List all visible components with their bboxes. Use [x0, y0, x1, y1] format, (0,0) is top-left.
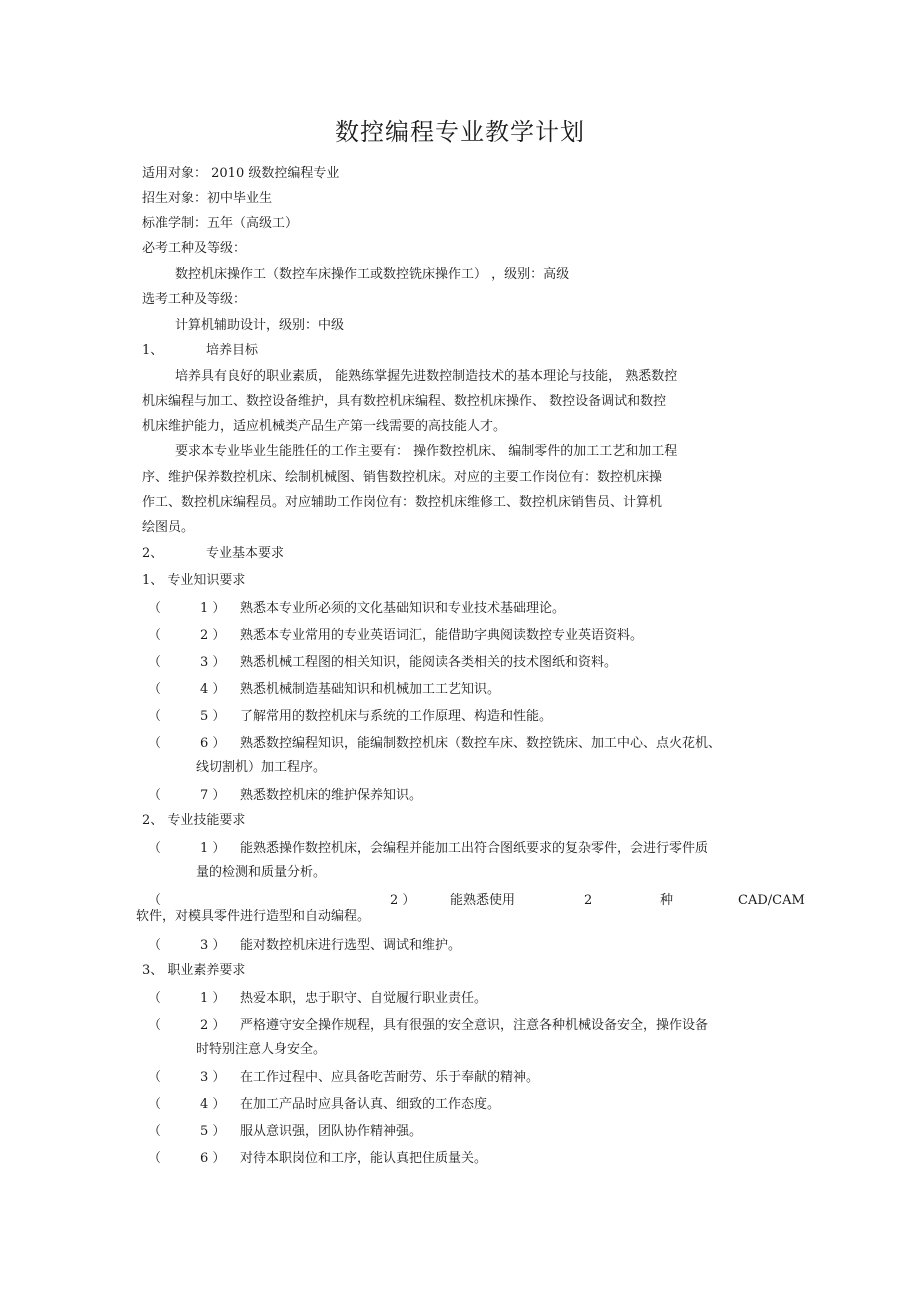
- knowledge-item-text: 熟悉数控机床的维护保养知识。: [240, 788, 423, 803]
- item-paren: （: [148, 841, 162, 856]
- item-paren: （: [148, 709, 162, 724]
- paragraph2-line: 要求本专业毕业生能胜任的工作主要有： 操作数控机床、 编制零件的加工工艺和加工程: [175, 444, 678, 459]
- quality-item-continuation: 时特别注意人身安全。: [196, 1042, 327, 1057]
- skills-item-continuation: 软件，对模具零件进行造型和自动编程。: [136, 909, 371, 924]
- paragraph2-line: 绘图员。: [142, 520, 195, 535]
- document-title: 数控编程专业教学计划: [335, 118, 585, 146]
- required-label: 必考工种及等级：: [142, 241, 247, 256]
- quality-item-text: 热爱本职，忠于职守、自觉履行职业责任。: [240, 991, 488, 1006]
- item-paren: （: [148, 1018, 162, 1033]
- section2-number: 2、: [142, 546, 164, 561]
- item-paren: （: [148, 938, 162, 953]
- skills-item-text: 能熟悉操作数控机床，会编程并能加工出符合图纸要求的复杂零件，会进行零件质: [240, 841, 709, 856]
- skills-item-text: 能熟悉使用: [450, 893, 516, 908]
- item-number: 3 ）: [200, 938, 226, 953]
- item-paren: （: [148, 893, 162, 908]
- knowledge-item-text: 熟悉数控编程知识，能编制数控机床（数控车床、数控铣床、加工中心、点火花机、: [240, 736, 722, 751]
- quality-item-text: 在加工产品时应具备认真、细致的工作态度。: [240, 1097, 501, 1112]
- item-number: 1 ）: [200, 601, 226, 616]
- paragraph1-line: 培养具有良好的职业素质， 能熟练掌握先进数控制造技术的基本理论与技能， 熟悉数控: [175, 369, 678, 384]
- skills-item-software: CAD/CAM: [738, 893, 805, 908]
- knowledge-heading: 1、 专业知识要求: [142, 573, 246, 588]
- item-number: 1 ）: [200, 991, 226, 1006]
- item-number: 5 ）: [200, 709, 226, 724]
- skills-item-continuation: 量的检测和质量分析。: [196, 865, 327, 880]
- knowledge-item-text: 熟悉本专业所必须的文化基础知识和专业技术基础理论。: [240, 601, 566, 616]
- item-paren: （: [148, 1151, 162, 1166]
- quality-item-text: 在工作过程中、应具备吃苦耐劳、乐于奉献的精神。: [240, 1070, 540, 1085]
- item-number: 6 ）: [200, 736, 226, 751]
- section2-heading: 专业基本要求: [206, 546, 285, 561]
- item-paren: （: [148, 682, 162, 697]
- optional-label: 选考工种及等级：: [142, 292, 247, 307]
- item-number: 2 ）: [200, 1018, 226, 1033]
- item-paren: （: [148, 788, 162, 803]
- knowledge-item-text: 了解常用的数控机床与系统的工作原理、构造和性能。: [240, 709, 553, 724]
- item-paren: （: [148, 655, 162, 670]
- target-line: 适用对象： 2010 级数控编程专业: [142, 166, 340, 181]
- item-paren: （: [148, 736, 162, 751]
- duration-line: 标准学制：五年（高级工）: [142, 216, 299, 231]
- skills-item-measure: 种: [660, 893, 674, 908]
- skills-item-text: 能对数控机床进行选型、调试和维护。: [240, 938, 462, 953]
- section1-heading: 培养目标: [206, 343, 259, 358]
- required-value: 数控机床操作工（数控车床操作工或数控铣床操作工） ，级别：高级: [175, 267, 570, 282]
- item-number: 1 ）: [200, 841, 226, 856]
- item-number: 3 ）: [200, 655, 226, 670]
- section1-number: 1、: [142, 343, 164, 358]
- quality-item-text: 对待本职岗位和工序，能认真把住质量关。: [240, 1151, 488, 1166]
- optional-value: 计算机辅助设计，级别：中级: [175, 318, 345, 333]
- item-number: 4 ）: [200, 682, 226, 697]
- item-number: 4 ）: [200, 1097, 226, 1112]
- item-number: 2 ）: [390, 893, 416, 908]
- item-paren: （: [148, 991, 162, 1006]
- item-paren: （: [148, 1097, 162, 1112]
- enroll-line: 招生对象：初中毕业生: [142, 191, 273, 206]
- paragraph1-line: 机床编程与加工、数控设备维护，具有数控机床编程、数控机床操作、 数控设备调试和数控: [142, 394, 667, 409]
- knowledge-item-continuation: 线切割机）加工程序。: [196, 760, 327, 775]
- item-number: 3 ）: [200, 1070, 226, 1085]
- knowledge-item-text: 熟悉本专业常用的专业英语词汇，能借助字典阅读数控专业英语资料。: [240, 628, 644, 643]
- item-paren: （: [148, 628, 162, 643]
- quality-item-text: 服从意识强，团队协作精神强。: [240, 1124, 423, 1139]
- knowledge-item-text: 熟悉机械制造基础知识和机械加工工艺知识。: [240, 682, 501, 697]
- item-number: 7 ）: [200, 788, 226, 803]
- item-paren: （: [148, 1070, 162, 1085]
- item-number: 5 ）: [200, 1124, 226, 1139]
- item-number: 6 ）: [200, 1151, 226, 1166]
- knowledge-item-text: 熟悉机械工程图的相关知识，能阅读各类相关的技术图纸和资料。: [240, 655, 618, 670]
- paragraph2-line: 作工、数控机床编程员。对应辅助工作岗位有：数控机床维修工、数控机床销售员、计算机: [142, 495, 663, 510]
- item-paren: （: [148, 601, 162, 616]
- skills-heading: 2、 专业技能要求: [142, 813, 246, 828]
- quality-heading: 3、 职业素养要求: [142, 963, 246, 978]
- quality-item-text: 严格遵守安全操作规程，具有很强的安全意识，注意各种机械设备安全，操作设备: [240, 1018, 709, 1033]
- item-number: 2 ）: [200, 628, 226, 643]
- skills-item-number-two: 2: [584, 893, 593, 908]
- paragraph2-line: 序、维护保养数控机床、绘制机械图、销售数控机床。对应的主要工作岗位有：数控机床操: [142, 470, 663, 485]
- paragraph1-line: 机床维护能力，适应机械类产品生产第一线需要的高技能人才。: [142, 419, 507, 434]
- item-paren: （: [148, 1124, 162, 1139]
